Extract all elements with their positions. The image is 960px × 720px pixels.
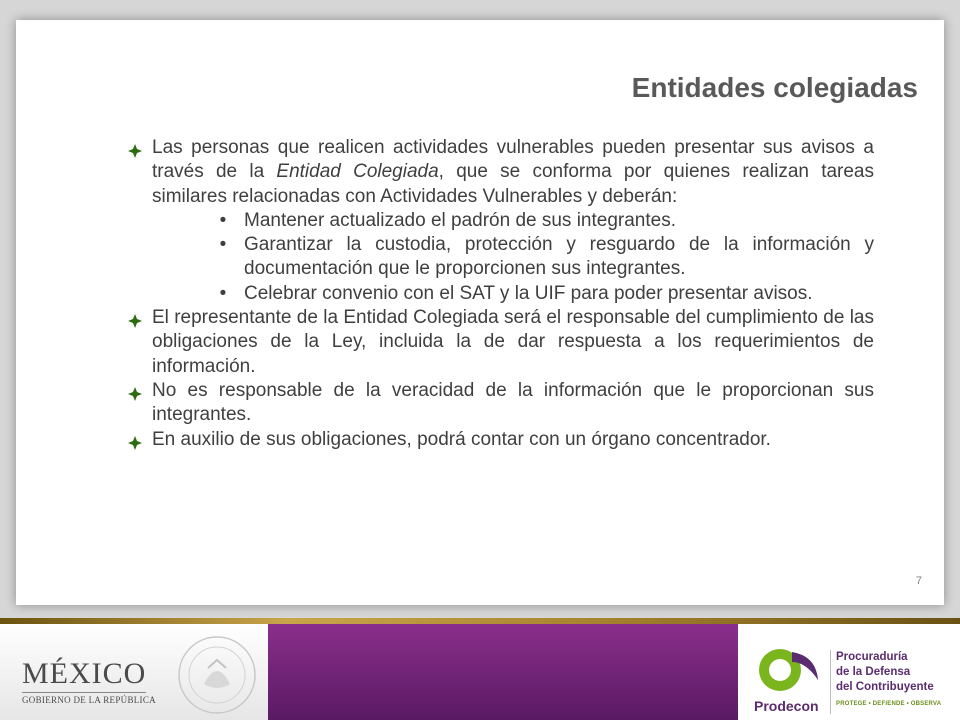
slide-card: [16, 20, 944, 605]
procuraduria-name: Procuraduría de la Defensa del Contribuyente: [836, 651, 934, 693]
prodecon-slogan: PROTEGE • DEFIENDE • OBSERVA: [836, 701, 942, 707]
slide-title: Entidades colegiadas: [631, 72, 918, 103]
sub-list-item: [106, 233, 874, 282]
bullet-dot: •: [219, 209, 227, 231]
prodecon-wordmark: Prodecon: [754, 698, 819, 714]
bullet-dot: •: [219, 282, 227, 304]
list-item: [106, 379, 874, 428]
list-item-text: El representante de la Entidad Colegiada será el responsable del cumplimiento de las obligaciones de la Ley, incluida la de dar respuesta a los requerimientos de información.: [152, 307, 874, 377]
footer-prodecon-logo: [738, 624, 960, 720]
list-item: [106, 136, 874, 209]
list-item: [106, 306, 874, 379]
sub-list-item-text: Garantizar la custodia, protección y resguardo de la información y documentación que le proporcionen sus integrantes.: [244, 234, 874, 280]
divider: [22, 692, 146, 693]
footer-government-logo: [0, 624, 268, 720]
diamond-bullet-icon: [128, 387, 142, 401]
national-seal-icon: [176, 634, 258, 716]
list-item-text: No es responsable de la veracidad de la información que le proporcionan sus integrantes.: [152, 379, 874, 426]
bullet-dot: •: [219, 234, 227, 256]
list-item-text: Las personas que realicen actividades vulnerables pueden presentar sus avisos a través de la Entidad Colegiada, que se conforma por quienes realizan tareas similares relacionadas con Actividades Vulnerables y deberán:: [152, 137, 875, 207]
sub-list-item: [106, 282, 874, 306]
divider: [830, 650, 831, 714]
mexico-wordmark: MÉXICO: [22, 657, 147, 690]
slide-content: [106, 136, 874, 452]
gobierno-subtitle: GOBIERNO DE LA REPÚBLICA: [22, 695, 156, 705]
sub-list-item-text: Mantener actualizado el padrón de sus integrantes.: [244, 209, 676, 231]
diamond-bullet-icon: [128, 436, 142, 450]
diamond-bullet-icon: [128, 314, 142, 328]
footer-purple-band: [268, 624, 738, 720]
sub-list-item: [106, 209, 874, 233]
sub-list-item-text: Celebrar convenio con el SAT y la UIF para poder presentar avisos.: [244, 282, 813, 304]
list-item-text: En auxilio de sus obligaciones, podrá contar con un órgano concentrador.: [152, 428, 771, 450]
diamond-bullet-icon: [128, 144, 142, 158]
prodecon-logo-icon: [752, 646, 824, 694]
list-item: [106, 428, 874, 452]
page-number: 7: [915, 575, 922, 587]
